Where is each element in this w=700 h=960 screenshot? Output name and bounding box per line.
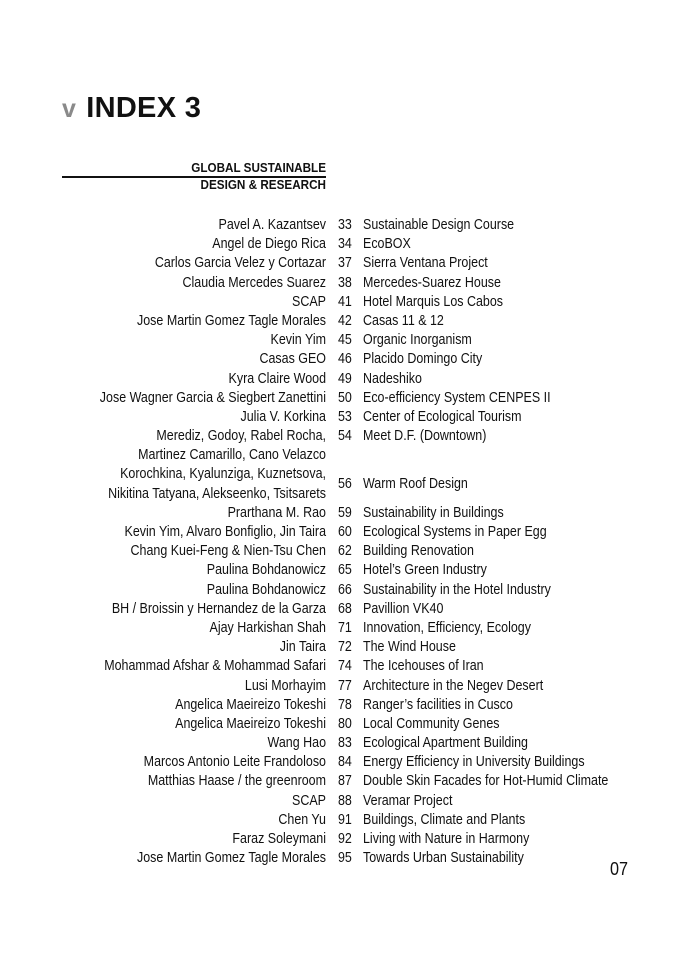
entry-title: Sierra Ventana Project (363, 255, 488, 272)
entry-authors (60, 734, 326, 753)
entry-page-number: 87 (338, 773, 352, 790)
entry-page-number: 84 (338, 754, 352, 771)
index-entry (0, 235, 700, 254)
entry-page-number: 78 (338, 696, 352, 713)
index-list (0, 216, 700, 868)
entry-title: Hotel Marquis Los Cabos (363, 293, 504, 310)
entry-title: Mercedes-Suarez House (363, 274, 501, 291)
index-entry (0, 849, 700, 868)
entry-author-line: Marcos Antonio Leite Frandoloso (143, 754, 326, 771)
entry-page-number: 71 (338, 619, 352, 636)
entry-authors (60, 715, 326, 734)
index-entry (0, 216, 700, 235)
index-entry (0, 638, 700, 657)
entry-page-number: 88 (338, 792, 352, 809)
entry-author-line: Mohammad Afshar & Mohammad Safari (104, 658, 326, 675)
entry-authors (60, 370, 326, 389)
index-entry (0, 427, 700, 465)
entry-author-line: Wang Hao (267, 735, 326, 752)
entry-title: Sustainability in Buildings (363, 504, 504, 521)
index-entry (0, 696, 700, 715)
index-entry (0, 792, 700, 811)
entry-author-line: Carlos Garcia Velez y Cortazar (154, 255, 326, 272)
entry-authors (60, 638, 326, 657)
index-heading (62, 92, 201, 125)
entry-authors (60, 830, 326, 849)
entry-page-number: 38 (338, 274, 352, 291)
index-entry (0, 389, 700, 408)
entry-author-line: Paulina Bohdanowicz (206, 562, 326, 579)
entry-author-line: Kyra Claire Wood (228, 370, 326, 387)
entry-page-number: 74 (338, 658, 352, 675)
entry-authors (60, 792, 326, 811)
heading-marker: v (62, 95, 77, 123)
entry-page-number: 42 (338, 312, 352, 329)
entry-author-line: Angelica Maeireizo Tokeshi (175, 715, 326, 732)
entry-page-number: 49 (338, 370, 352, 387)
entry-authors (60, 465, 326, 503)
entry-authors (60, 254, 326, 273)
entry-author-line: SCAP (292, 792, 326, 809)
section-header (62, 159, 326, 193)
entry-page-number: 66 (338, 581, 352, 598)
entry-page-number: 41 (338, 293, 352, 310)
entry-title: Living with Nature in Harmony (363, 831, 530, 848)
index-entry (0, 677, 700, 696)
entry-title: The Wind House (363, 639, 456, 656)
entry-title: Placido Domingo City (363, 351, 483, 368)
entry-authors (60, 427, 326, 465)
entry-title: Local Community Genes (363, 715, 500, 732)
entry-author-line: Chang Kuei-Feng & Nien-Tsu Chen (130, 543, 326, 560)
entry-authors (60, 216, 326, 235)
entry-author-line: SCAP (292, 293, 326, 310)
entry-page-number: 77 (338, 677, 352, 694)
entry-page-number: 65 (338, 562, 352, 579)
entry-authors (60, 811, 326, 830)
index-entry (0, 312, 700, 331)
entry-author-line: Angelica Maeireizo Tokeshi (175, 696, 326, 713)
entry-authors (60, 677, 326, 696)
entry-title: Innovation, Efficiency, Ecology (363, 619, 531, 636)
entry-author-line: Ajay Harkishan Shah (209, 619, 326, 636)
entry-page-number: 34 (338, 236, 352, 253)
entry-author-line: Prarthana M. Rao (227, 504, 326, 521)
entry-page-number: 60 (338, 524, 352, 541)
entry-page-number: 62 (338, 543, 352, 560)
entry-page-number: 80 (338, 715, 352, 732)
entry-authors (60, 753, 326, 772)
entry-author-line: Julia V. Korkina (240, 408, 326, 425)
entry-page-number: 53 (338, 408, 352, 425)
section-divider (62, 176, 326, 178)
entry-authors (60, 504, 326, 523)
entry-title: Center of Ecological Tourism (363, 408, 522, 425)
entry-authors (60, 312, 326, 331)
entry-authors (60, 293, 326, 312)
entry-author-line: Kevin Yim (270, 332, 326, 349)
index-entry (0, 581, 700, 600)
entry-title: Casas 11 & 12 (363, 312, 444, 329)
entry-title: Ecological Systems in Paper Egg (363, 524, 547, 541)
index-entry (0, 772, 700, 791)
index-entry (0, 331, 700, 350)
index-entry (0, 465, 700, 503)
entry-page-number: 54 (338, 428, 352, 445)
entry-title: Meet D.F. (Downtown) (363, 428, 487, 445)
index-entry (0, 542, 700, 561)
entry-page-number: 56 (338, 476, 352, 493)
entry-page-number: 37 (338, 255, 352, 272)
entry-title: Warm Roof Design (363, 476, 468, 493)
entry-author-line: Jose Martin Gomez Tagle Morales (137, 850, 326, 867)
entry-author-line: Faraz Soleymani (232, 831, 326, 848)
entry-title: Buildings, Climate and Plants (363, 811, 526, 828)
index-entry (0, 370, 700, 389)
entry-title: Eco-efficiency System CENPES II (363, 389, 551, 406)
entry-title: Organic Inorganism (363, 332, 472, 349)
entry-page-number: 68 (338, 600, 352, 617)
entry-title: Veramar Project (363, 792, 453, 809)
entry-title: Towards Urban Sustainability (363, 850, 524, 867)
index-entry (0, 734, 700, 753)
entry-title: Nadeshiko (363, 370, 422, 387)
entry-author-line: Martinez Camarillo, Cano Velazco (138, 447, 326, 464)
index-entry (0, 715, 700, 734)
index-entry (0, 293, 700, 312)
page-number: 07 (609, 859, 628, 879)
index-entry (0, 350, 700, 369)
entry-title: Sustainability in the Hotel Industry (363, 581, 551, 598)
heading-title: INDEX 3 (86, 92, 202, 124)
index-entry (0, 619, 700, 638)
entry-author-line: Chen Yu (278, 811, 326, 828)
entry-authors (60, 600, 326, 619)
entry-authors (60, 389, 326, 408)
entry-title: Pavillion VK40 (363, 600, 444, 617)
entry-page-number: 33 (338, 217, 352, 233)
entry-author-line: Casas GEO (259, 351, 326, 368)
entry-author-line: Pavel A. Kazantsev (218, 217, 326, 233)
entry-author-line: Merediz, Godoy, Rabel Rocha, (156, 428, 326, 445)
entry-authors (60, 561, 326, 580)
entry-page-number: 83 (338, 735, 352, 752)
index-entry (0, 523, 700, 542)
entry-authors (60, 657, 326, 676)
index-entry (0, 254, 700, 273)
entry-author-line: BH / Broissin y Hernandez de la Garza (111, 600, 326, 617)
entry-page-number: 91 (338, 811, 352, 828)
entry-page-number: 45 (338, 332, 352, 349)
index-entry (0, 561, 700, 580)
entry-title: Ecological Apartment Building (363, 735, 528, 752)
entry-authors (60, 350, 326, 369)
entry-title: Building Renovation (363, 543, 474, 560)
entry-title: Ranger’s facilities in Cusco (363, 696, 513, 713)
entry-page-number: 72 (338, 639, 352, 656)
entry-authors (60, 523, 326, 542)
index-entry (0, 811, 700, 830)
entry-title: Double Skin Facades for Hot-Humid Climate (363, 773, 609, 790)
entry-title: EcoBOX (363, 236, 411, 253)
section-title-line-2: DESIGN & RESEARCH (200, 177, 326, 192)
entry-author-line: Paulina Bohdanowicz (206, 581, 326, 598)
entry-page-number: 95 (338, 850, 352, 867)
entry-authors (60, 581, 326, 600)
entry-page-number: 50 (338, 389, 352, 406)
index-entry (0, 657, 700, 676)
entry-title: The Icehouses of Iran (363, 658, 484, 675)
entry-page-number: 46 (338, 351, 352, 368)
entry-page-number: 92 (338, 831, 352, 848)
entry-author-line: Jose Wagner Garcia & Siegbert Zanettini (99, 389, 326, 406)
entry-authors (60, 542, 326, 561)
entry-authors (60, 274, 326, 293)
entry-authors (60, 619, 326, 638)
entry-authors (60, 772, 326, 791)
entry-authors (60, 849, 326, 868)
entry-author-line: Matthias Haase / the greenroom (147, 773, 326, 790)
index-entry (0, 274, 700, 293)
index-entry (0, 830, 700, 849)
entry-title: Hotel’s Green Industry (363, 562, 487, 579)
entry-authors (60, 331, 326, 350)
entry-author-line: Nikitina Tatyana, Alekseenko, Tsitsarets (108, 485, 326, 502)
index-entry (0, 408, 700, 427)
entry-author-line: Lusi Morhayim (244, 677, 326, 694)
entry-title: Energy Efficiency in University Buildings (363, 754, 585, 771)
entry-page-number: 59 (338, 504, 352, 521)
entry-title: Architecture in the Negev Desert (363, 677, 544, 694)
entry-author-line: Kevin Yim, Alvaro Bonfiglio, Jin Taira (124, 524, 326, 541)
entry-author-line: Korochkina, Kyalunziga, Kuznetsova, (120, 466, 326, 483)
entry-authors (60, 696, 326, 715)
section-title-line-1: GLOBAL SUSTAINABLE (191, 160, 326, 175)
entry-author-line: Jose Martin Gomez Tagle Morales (137, 312, 326, 329)
index-entry (0, 600, 700, 619)
entry-authors (60, 235, 326, 254)
index-entry (0, 753, 700, 772)
entry-author-line: Jin Taira (279, 639, 326, 656)
entry-authors (60, 408, 326, 427)
entry-author-line: Claudia Mercedes Suarez (182, 274, 326, 291)
entry-author-line: Angel de Diego Rica (212, 236, 326, 253)
index-entry (0, 504, 700, 523)
entry-title: Sustainable Design Course (363, 217, 515, 233)
